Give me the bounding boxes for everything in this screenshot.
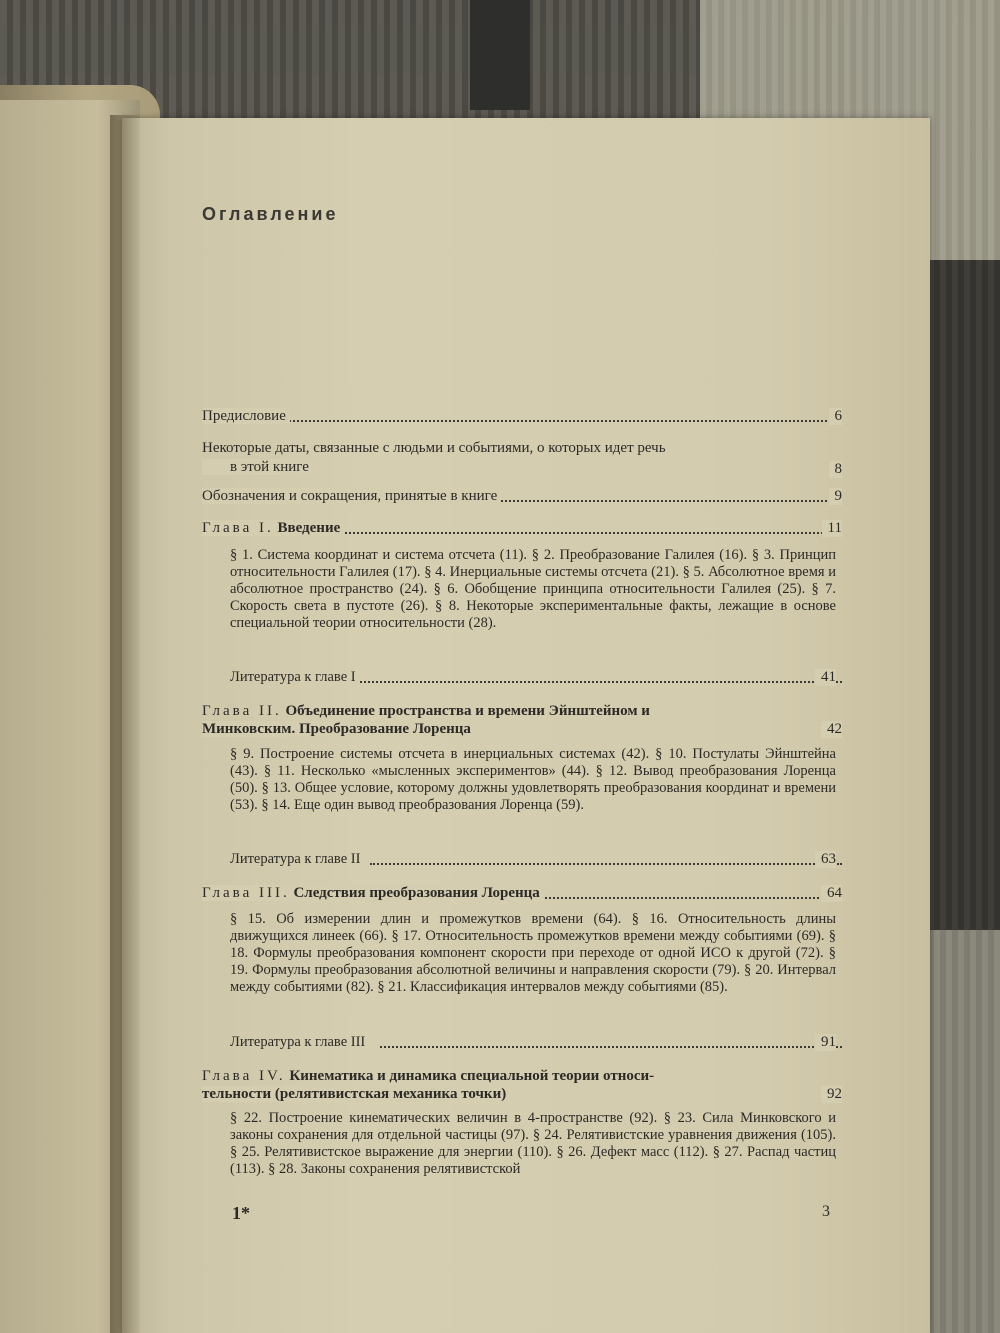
book-gutter-shadow: [110, 115, 140, 1333]
chapter-prefix: Глава IV.: [202, 1068, 286, 1084]
chapter-3-literature: [230, 1034, 842, 1051]
chapter-page: 11: [822, 520, 842, 537]
chapter-page: 92: [821, 1086, 842, 1103]
literature-page: 41: [815, 669, 836, 686]
chapter-page: 64: [821, 885, 842, 902]
toc-entry-label: Обозначения и сокращения, принятые в книге: [202, 488, 501, 504]
toc-entry-page: 6: [829, 408, 843, 425]
chapter-title-continued: тельности (релятивистская механика точки): [202, 1086, 510, 1102]
book-page: [122, 118, 930, 1333]
toc-entry-dates: [202, 440, 842, 457]
page-title: Оглавление: [202, 204, 339, 224]
chapter-2-sections: § 9. Построение системы отсчета в инерциальных системах (42). § 10. Постулаты Эйнштейна (43). § 11. Несколько «мысленных экспериментов» (44). § 12. Вывод преобразования Лоренца (50). § 13. Общее условие, которому должны удовлетворять преобразования координат и времени (53). § 14. Еще один вывод преобразования Лоренца (59).: [230, 746, 836, 813]
chapter-2-literature: [230, 851, 842, 868]
toc-entry-page: 8: [829, 461, 843, 478]
chapter-title: Введение: [277, 520, 341, 536]
toc-entry-preface: [202, 408, 842, 425]
carpet-stripe: [470, 0, 530, 110]
toc-entry-label-continued: в этой книге: [202, 459, 313, 475]
leader-dots: [202, 420, 842, 422]
toc-entry-notation: [202, 488, 842, 505]
literature-label: Литература к главе I: [230, 669, 356, 685]
leader-dots: [360, 681, 842, 683]
chapter-title-continued: Минковским. Преобразование Лоренца: [202, 721, 475, 737]
chapter-title: Объединение пространства и времени Эйнштейном и: [285, 703, 650, 719]
chapter-4-heading-line2: [202, 1086, 842, 1103]
leader-dots: [370, 863, 842, 865]
chapter-3-heading: [202, 885, 842, 902]
chapter-prefix: Глава I.: [202, 520, 274, 536]
chapter-1-literature: [230, 669, 842, 686]
chapter-title: Кинематика и динамика специальной теории относи-: [289, 1068, 655, 1084]
chapter-prefix: Глава III.: [202, 885, 290, 901]
chapter-title: Следствия преобразования Лоренца: [293, 885, 540, 901]
chapter-4-sections: § 22. Построение кинематических величин в 4-пространстве (92). § 23. Сила Минковского и законы сохранения для отдельной частицы (97). § 24. Релятивистские уравнения движения (105). § 25. Релятивистское выражение для энергии (110). § 26. Дефект масс (112). § 27. Распад частиц (113). § 28. Законы сохранения релятивистской: [230, 1110, 836, 1177]
toc-entry-label: Предисловие: [202, 408, 290, 424]
chapter-4-heading: [202, 1068, 842, 1085]
chapter-1-sections: § 1. Система координат и система отсчета (11). § 2. Преобразование Галилея (16). § 3. Принцип относительности Галилея (17). § 4. Инерциальные системы отсчета (21). § 5. Абсолютное время и абсолютное пространство (24). § 6. Обобщение принципа относительности Галилея (25). § 7. Скорость света в пустоте (26). § 8. Некоторые экспериментальные факты, лежащие в основе специальной теории относительности (28).: [230, 547, 836, 631]
leader-dots: [380, 1046, 842, 1048]
printer-signature: 1*: [232, 1203, 250, 1223]
literature-label: Литература к главе II: [230, 851, 361, 867]
toc-entry-label: Некоторые даты, связанные с людьми и событиями, о которых идет речь: [202, 440, 666, 456]
literature-page: 91: [815, 1034, 836, 1051]
page-number: 3: [822, 1203, 830, 1220]
chapter-2-heading: [202, 703, 842, 720]
chapter-prefix: Глава II.: [202, 703, 282, 719]
chapter-page: 42: [821, 721, 842, 738]
toc-entry-dates-line2: [202, 459, 842, 476]
literature-label: Литература к главе III: [230, 1034, 366, 1050]
chapter-2-heading-line2: [202, 721, 842, 738]
chapter-1-heading: [202, 520, 842, 537]
toc-entry-page: 9: [829, 488, 843, 505]
table-of-contents: [122, 118, 930, 1333]
chapter-3-sections: § 15. Об измерении длин и промежутков времени (64). § 16. Относительность длины движущихся линеек (66). § 17. Относительность промежутков времени между событиями (69). § 18. Формулы преобразования компонент скорости при переходе от одной ИСО к другой (72). § 19. Формулы преобразования абсолютной величины и направления скорости (79). § 20. Интервал между событиями (82). § 21. Классификация интервалов между событиями (85).: [230, 911, 836, 995]
literature-page: 63: [815, 851, 836, 868]
